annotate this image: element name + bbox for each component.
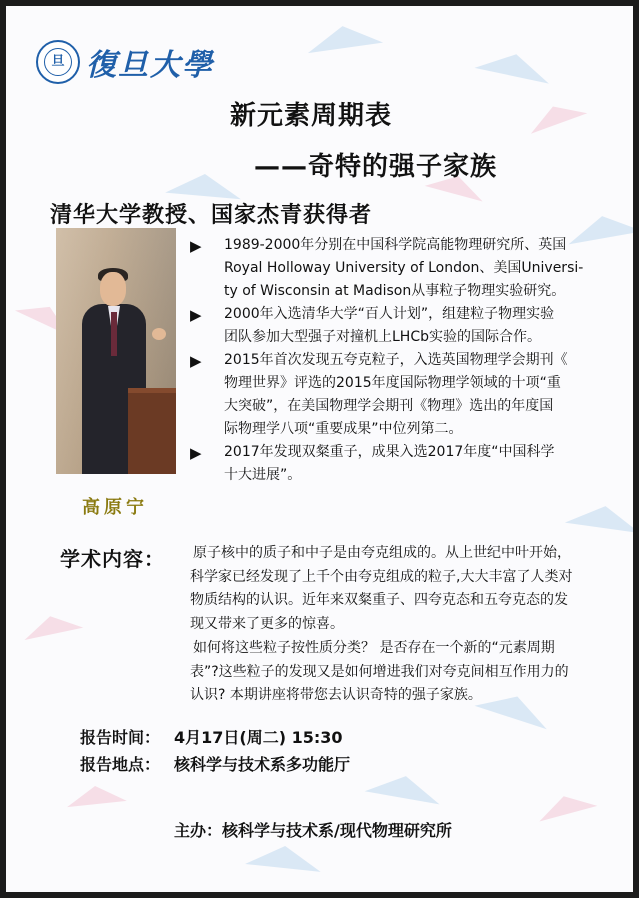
decorative-shard bbox=[535, 789, 598, 822]
bio-item bbox=[190, 303, 626, 349]
university-seal-icon bbox=[36, 40, 80, 84]
poster bbox=[6, 6, 633, 892]
bio-line: 2000年入选清华大学“百人计划”，组建粒子物理实验 bbox=[224, 306, 555, 322]
abstract-paragraph bbox=[183, 637, 631, 708]
bio-line: Royal Holloway University of London、美国Universi- bbox=[224, 260, 584, 276]
bio-line: 团队参加大型强子对撞机上LHCb实验的国际合作。 bbox=[224, 329, 541, 345]
bio-line: 2015年首次发现五夸克粒子，入选英国物理学会期刊《 bbox=[224, 352, 568, 368]
bio-line: 大突破”，在美国物理学会期刊《物理》选出的年度国 bbox=[224, 398, 554, 414]
speaker-name: 高原宁 bbox=[82, 497, 148, 518]
talk-abstract bbox=[183, 542, 631, 708]
speaker-photo bbox=[56, 228, 176, 474]
decorative-shard bbox=[165, 171, 243, 200]
abstract-line: 表”?这些粒子的发现又是如何增进我们对夸克间相互作用力的 bbox=[190, 663, 569, 680]
bullet-icon: ▶ bbox=[190, 444, 202, 462]
decorative-shard bbox=[565, 501, 633, 533]
abstract-line: 如何将这些粒子按性质分类？ 是否存在一个新的“元素周期 bbox=[193, 640, 555, 656]
decorative-shard bbox=[65, 783, 127, 807]
bio-item bbox=[190, 349, 626, 441]
decorative-shard bbox=[525, 96, 588, 133]
organizer: 主办：核科学与技术系/现代物理研究所 bbox=[174, 821, 452, 840]
talk-place-row bbox=[80, 751, 350, 778]
bio-line: 际物理学八项“重要成果”中位列第二。 bbox=[224, 421, 463, 437]
decorative-shard bbox=[475, 46, 554, 83]
abstract-line: 原子核中的质子和中子是由夸克组成的。从上世纪中叶开始， bbox=[193, 545, 571, 561]
poster-title: 新元素周期表 bbox=[230, 101, 393, 131]
abstract-line: 认识? 本期讲座将带您去认识奇特的强子家族。 bbox=[190, 687, 482, 703]
poster-subtitle: ——奇特的强子家族 bbox=[254, 152, 498, 182]
abstract-paragraph bbox=[183, 542, 631, 636]
decorative-shard bbox=[305, 21, 383, 53]
talk-time-value: 4月17日(周二) 15:30 bbox=[174, 728, 343, 747]
bio-item bbox=[190, 234, 626, 303]
bio-line: 物理世界》评选的2015年度国际物理学领域的十项“重 bbox=[224, 375, 561, 391]
speaker-title: 清华大学教授、国家杰青获得者 bbox=[50, 203, 373, 228]
university-wordmark: 復旦大學 bbox=[86, 48, 214, 83]
bio-line: 十大进展”。 bbox=[224, 467, 302, 483]
talk-info bbox=[80, 724, 350, 778]
bio-line: 1989-2000年分别在中国科学院高能物理研究所、英国 bbox=[224, 237, 567, 253]
bullet-icon: ▶ bbox=[190, 237, 202, 255]
talk-place-value: 核科学与技术系多功能厅 bbox=[174, 755, 351, 774]
speaker-bio-list bbox=[190, 234, 626, 487]
bio-line: 2017年发现双粲重子，成果入选2017年度“中国科学 bbox=[224, 444, 555, 460]
talk-time-label: 报告时间： bbox=[80, 728, 161, 747]
bio-line: ty of Wisconsin at Madison从事粒子物理实验研究。 bbox=[224, 283, 566, 299]
seal-char: 旦 bbox=[44, 48, 72, 76]
fudan-logo bbox=[36, 40, 214, 84]
content-section-label: 学术内容： bbox=[60, 547, 165, 571]
abstract-line: 现又带来了更多的惊喜。 bbox=[190, 615, 344, 632]
decorative-shard bbox=[365, 770, 444, 805]
bio-item bbox=[190, 441, 626, 487]
talk-place-label: 报告地点： bbox=[80, 755, 161, 774]
decorative-shard bbox=[21, 610, 83, 640]
bullet-icon: ▶ bbox=[190, 306, 202, 324]
talk-time-row bbox=[80, 724, 350, 751]
abstract-line: 科学家已经发现了上千个由夸克组成的粒子,大大丰富了人类对 bbox=[190, 568, 573, 585]
abstract-line: 物质结构的认识。近年来双粲重子、四夸克态和五夸克态的发 bbox=[190, 592, 568, 608]
bullet-icon: ▶ bbox=[190, 352, 202, 370]
decorative-shard bbox=[245, 842, 323, 872]
